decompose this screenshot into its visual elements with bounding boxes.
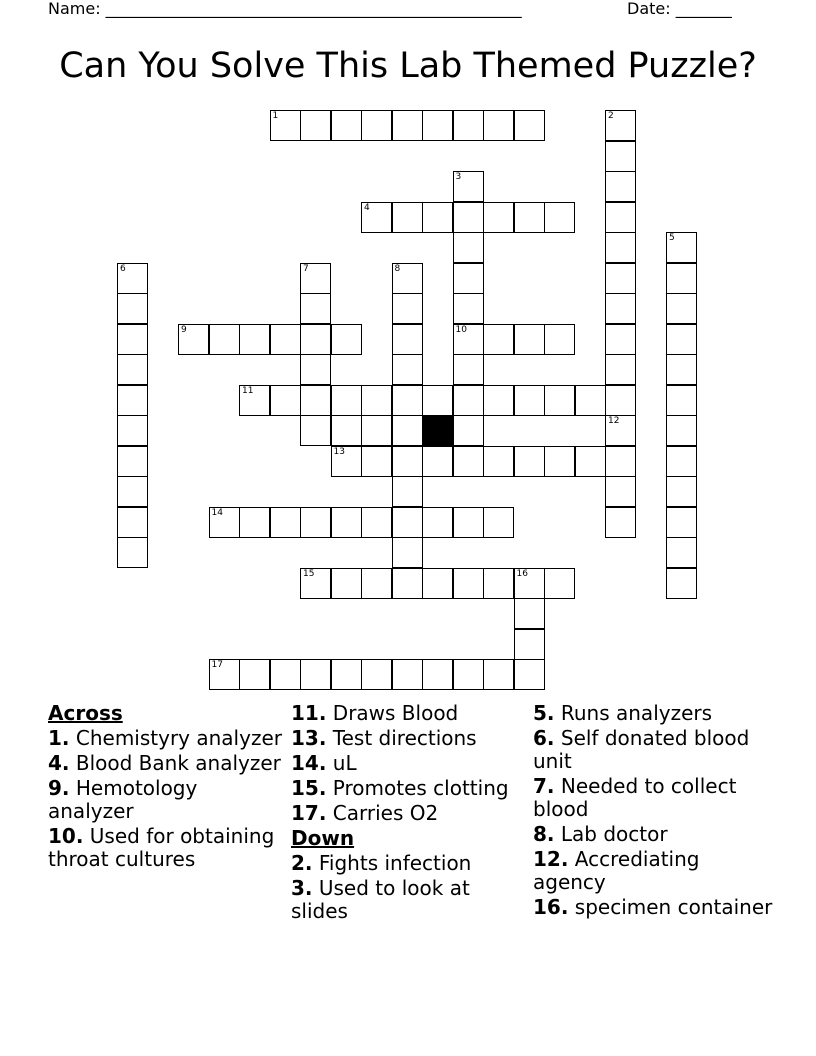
grid-cell[interactable] — [361, 507, 392, 538]
grid-cell[interactable] — [605, 171, 636, 202]
clue-item-text: Hemotology analyzer — [48, 776, 198, 823]
grid-cell[interactable] — [117, 263, 148, 294]
grid-cell[interactable] — [514, 598, 545, 629]
grid-cell[interactable] — [270, 385, 301, 416]
clue-item-number: 4. — [48, 751, 70, 775]
grid-cell[interactable] — [117, 385, 148, 416]
clue-item — [48, 825, 288, 871]
clue-item-number: 5. — [533, 701, 555, 725]
grid-cell[interactable] — [666, 293, 697, 324]
grid-cell[interactable] — [483, 324, 514, 355]
grid-cell[interactable] — [422, 385, 453, 416]
grid-cell[interactable] — [300, 385, 331, 416]
clue-item-text: Promotes clotting — [332, 776, 509, 800]
clue-number-12: 12 — [608, 416, 620, 426]
clue-item-text: Used to look at slides — [291, 876, 470, 923]
grid-cell[interactable] — [117, 293, 148, 324]
grid-cell[interactable] — [392, 659, 423, 690]
clue-item-text: specimen container — [574, 895, 773, 919]
grid-cell[interactable] — [422, 202, 453, 233]
clue-number-14: 14 — [211, 507, 223, 518]
grid-cell[interactable] — [300, 415, 331, 446]
clue-item — [48, 777, 288, 823]
clue-number-15: 15 — [303, 568, 315, 579]
grid-cell[interactable] — [392, 415, 423, 446]
grid-cell[interactable] — [453, 202, 484, 233]
grid-cell[interactable] — [483, 446, 514, 477]
grid-cell[interactable] — [483, 659, 514, 690]
grid-cell[interactable] — [392, 385, 423, 416]
grid-cell[interactable] — [392, 263, 423, 294]
grid-cell[interactable] — [270, 110, 301, 141]
grid-cell[interactable] — [361, 659, 392, 690]
grid-cell[interactable] — [422, 507, 453, 538]
clue-item — [533, 702, 773, 725]
clue-item-text: Blood Bank analyzer — [75, 751, 281, 775]
clue-item-text: uL — [332, 751, 357, 775]
clue-number-3: 3 — [455, 172, 462, 182]
clue-item — [533, 727, 773, 773]
grid-cell[interactable] — [544, 324, 575, 355]
grid-cell[interactable] — [117, 476, 148, 507]
clue-number-16: 16 — [516, 568, 528, 579]
grid-cell[interactable] — [605, 263, 636, 294]
clue-item-text: Draws Blood — [332, 701, 459, 725]
grid-cell[interactable] — [331, 568, 362, 599]
grid-cell[interactable] — [453, 263, 484, 294]
grid-cell[interactable] — [300, 293, 331, 324]
grid-cell[interactable] — [300, 659, 331, 690]
grid-cell[interactable] — [392, 324, 423, 355]
clue-item-number: 2. — [291, 851, 313, 875]
grid-cell[interactable] — [239, 659, 270, 690]
grid-cell[interactable] — [666, 415, 697, 446]
clue-number-2: 2 — [608, 111, 614, 121]
clue-number-10: 10 — [455, 324, 467, 335]
grid-cell[interactable] — [666, 354, 697, 385]
clue-item-number: 13. — [291, 726, 327, 750]
grid-cell[interactable] — [117, 537, 148, 568]
clue-item — [533, 823, 773, 846]
grid-cell[interactable] — [361, 202, 392, 233]
clue-number-13: 13 — [333, 446, 345, 457]
grid-cell[interactable] — [270, 324, 301, 355]
grid-cell[interactable] — [178, 324, 209, 355]
grid-cell[interactable] — [361, 568, 392, 599]
clue-item — [533, 775, 773, 821]
clue-item-number: 9. — [48, 776, 70, 800]
grid-cell[interactable] — [300, 324, 331, 355]
grid-cell[interactable] — [605, 232, 636, 263]
grid-cell[interactable] — [422, 110, 453, 141]
grid-cell[interactable] — [666, 232, 697, 263]
clue-item-text: Carries O2 — [332, 801, 439, 825]
clue-item-text: Chemistyry analyzer — [75, 726, 282, 750]
clue-item — [291, 877, 531, 923]
grid-cell[interactable] — [453, 110, 484, 141]
grid-cell[interactable] — [331, 446, 362, 477]
clue-item-number: 6. — [533, 726, 555, 750]
grid-cell[interactable] — [483, 507, 514, 538]
clue-heading-across: Across — [48, 701, 123, 725]
clue-number-6: 6 — [120, 263, 126, 274]
grid-cell[interactable] — [514, 629, 545, 660]
grid-cell[interactable] — [453, 232, 484, 263]
grid-cell[interactable] — [300, 263, 331, 294]
grid-cell[interactable] — [483, 110, 514, 141]
clue-item-number: 12. — [533, 847, 569, 871]
grid-cell[interactable] — [392, 568, 423, 599]
grid-cell[interactable] — [453, 354, 484, 385]
grid-cell[interactable] — [422, 446, 453, 477]
grid-cell[interactable] — [483, 568, 514, 599]
grid-cell[interactable] — [605, 446, 636, 477]
grid-cell[interactable] — [544, 202, 575, 233]
grid-cell[interactable] — [300, 507, 331, 538]
name-field: Name: ____________________________________________________ — [48, 0, 522, 18]
page-title: Can You Solve This Lab Themed Puzzle? — [59, 46, 757, 86]
grid-cell[interactable] — [361, 446, 392, 477]
clue-number-9: 9 — [181, 324, 187, 335]
grid-cell[interactable] — [331, 507, 362, 538]
grid-cell[interactable] — [209, 659, 240, 690]
grid-cell[interactable] — [117, 446, 148, 477]
clue-column-2 — [291, 702, 531, 925]
grid-cell[interactable] — [392, 507, 423, 538]
grid-cell[interactable] — [605, 385, 636, 416]
clue-item — [48, 727, 288, 750]
grid-cell[interactable] — [575, 446, 606, 477]
grid-block — [422, 415, 453, 446]
grid-cell[interactable] — [392, 476, 423, 507]
clue-item-number: 8. — [533, 822, 555, 846]
clue-number-4: 4 — [364, 202, 370, 213]
clue-item-number: 14. — [291, 751, 327, 775]
date-field: Date: _______ — [627, 0, 732, 18]
clue-item — [291, 852, 531, 875]
clue-item-text: Runs analyzers — [560, 701, 713, 725]
grid-cell[interactable] — [514, 568, 545, 599]
clue-item — [291, 702, 531, 725]
grid-cell[interactable] — [605, 324, 636, 355]
grid-cell[interactable] — [605, 202, 636, 233]
grid-cell[interactable] — [666, 324, 697, 355]
grid-cell[interactable] — [453, 659, 484, 690]
grid-cell[interactable] — [270, 659, 301, 690]
grid-cell[interactable] — [514, 110, 545, 141]
grid-cell[interactable] — [514, 202, 545, 233]
grid-cell[interactable] — [453, 324, 484, 355]
grid-cell[interactable] — [331, 659, 362, 690]
grid-cell[interactable] — [605, 110, 636, 141]
clue-item-text: Accrediating agency — [533, 847, 700, 894]
clue-item-number: 15. — [291, 776, 327, 800]
grid-cell[interactable] — [300, 354, 331, 385]
grid-cell[interactable] — [453, 293, 484, 324]
grid-cell[interactable] — [605, 354, 636, 385]
clue-item-number: 16. — [533, 895, 569, 919]
clue-item-number: 10. — [48, 824, 84, 848]
clue-item-number: 7. — [533, 774, 555, 798]
grid-cell[interactable] — [544, 385, 575, 416]
clue-item-text: Lab doctor — [560, 822, 668, 846]
clue-item-text: Self donated blood unit — [533, 726, 750, 773]
grid-cell[interactable] — [300, 110, 331, 141]
grid-cell[interactable] — [361, 385, 392, 416]
grid-cell[interactable] — [392, 110, 423, 141]
grid-cell[interactable] — [239, 385, 270, 416]
clue-number-17: 17 — [211, 660, 223, 670]
grid-cell[interactable] — [605, 141, 636, 172]
clue-heading-down: Down — [291, 826, 355, 850]
clue-item — [48, 752, 288, 775]
grid-cell[interactable] — [392, 537, 423, 568]
grid-cell[interactable] — [392, 293, 423, 324]
clue-number-8: 8 — [394, 263, 401, 274]
clue-item-text: Fights infection — [318, 851, 472, 875]
clue-item — [291, 777, 531, 800]
grid-cell[interactable] — [666, 385, 697, 416]
clue-item-number: 11. — [291, 701, 327, 725]
clue-item-text: Needed to collect blood — [533, 774, 737, 821]
grid-cell[interactable] — [453, 171, 484, 202]
grid-cell[interactable] — [666, 263, 697, 294]
grid-cell[interactable] — [514, 446, 545, 477]
grid-cell[interactable] — [483, 202, 514, 233]
grid-cell[interactable] — [117, 324, 148, 355]
grid-cell[interactable] — [361, 415, 392, 446]
grid-cell[interactable] — [666, 507, 697, 538]
grid-cell[interactable] — [117, 415, 148, 446]
clue-number-11: 11 — [242, 385, 254, 396]
clue-item-text: Test directions — [332, 726, 477, 750]
grid-cell[interactable] — [666, 537, 697, 568]
grid-cell[interactable] — [300, 568, 331, 599]
clue-number-5: 5 — [669, 233, 675, 243]
clue-number-7: 7 — [303, 263, 309, 274]
grid-cell[interactable] — [453, 568, 484, 599]
clue-item-number: 17. — [291, 801, 327, 825]
grid-cell[interactable] — [117, 354, 148, 385]
grid-cell[interactable] — [666, 476, 697, 507]
grid-cell[interactable] — [453, 446, 484, 477]
grid-cell[interactable] — [453, 507, 484, 538]
grid-cell[interactable] — [605, 293, 636, 324]
grid-cell[interactable] — [331, 110, 362, 141]
grid-cell[interactable] — [605, 507, 636, 538]
grid-cell[interactable] — [453, 415, 484, 446]
grid-cell[interactable] — [361, 110, 392, 141]
clue-column-1 — [48, 702, 288, 873]
clue-column-3 — [533, 702, 773, 921]
clue-number-1: 1 — [272, 111, 279, 121]
clue-item — [533, 848, 773, 894]
grid-cell[interactable] — [331, 324, 362, 355]
grid-cell[interactable] — [422, 568, 453, 599]
grid-cell[interactable] — [605, 476, 636, 507]
grid-cell[interactable] — [270, 507, 301, 538]
grid-cell[interactable] — [331, 385, 362, 416]
grid-cell[interactable] — [392, 354, 423, 385]
grid-cell[interactable] — [239, 324, 270, 355]
clue-item-number: 3. — [291, 876, 313, 900]
grid-cell[interactable] — [483, 385, 514, 416]
clue-item-number: 1. — [48, 726, 70, 750]
grid-cell[interactable] — [575, 385, 606, 416]
grid-cell[interactable] — [605, 415, 636, 446]
grid-cell[interactable] — [331, 415, 362, 446]
clue-item — [291, 727, 531, 750]
grid-cell[interactable] — [514, 385, 545, 416]
clue-item — [533, 896, 773, 919]
grid-cell[interactable] — [209, 324, 240, 355]
clue-item-text: Used for obtaining throat cultures — [48, 824, 275, 871]
grid-cell[interactable] — [239, 507, 270, 538]
grid-cell[interactable] — [544, 446, 575, 477]
grid-cell[interactable] — [666, 568, 697, 599]
grid-cell[interactable] — [544, 568, 575, 599]
grid-cell[interactable] — [453, 385, 484, 416]
grid-cell[interactable] — [514, 324, 545, 355]
grid-cell[interactable] — [422, 659, 453, 690]
grid-cell[interactable] — [117, 507, 148, 538]
grid-cell[interactable] — [209, 507, 240, 538]
grid-cell[interactable] — [392, 202, 423, 233]
grid-cell[interactable] — [392, 446, 423, 477]
grid-cell[interactable] — [666, 446, 697, 477]
grid-cell[interactable] — [514, 659, 545, 690]
clue-item — [291, 802, 531, 825]
clue-item — [291, 752, 531, 775]
